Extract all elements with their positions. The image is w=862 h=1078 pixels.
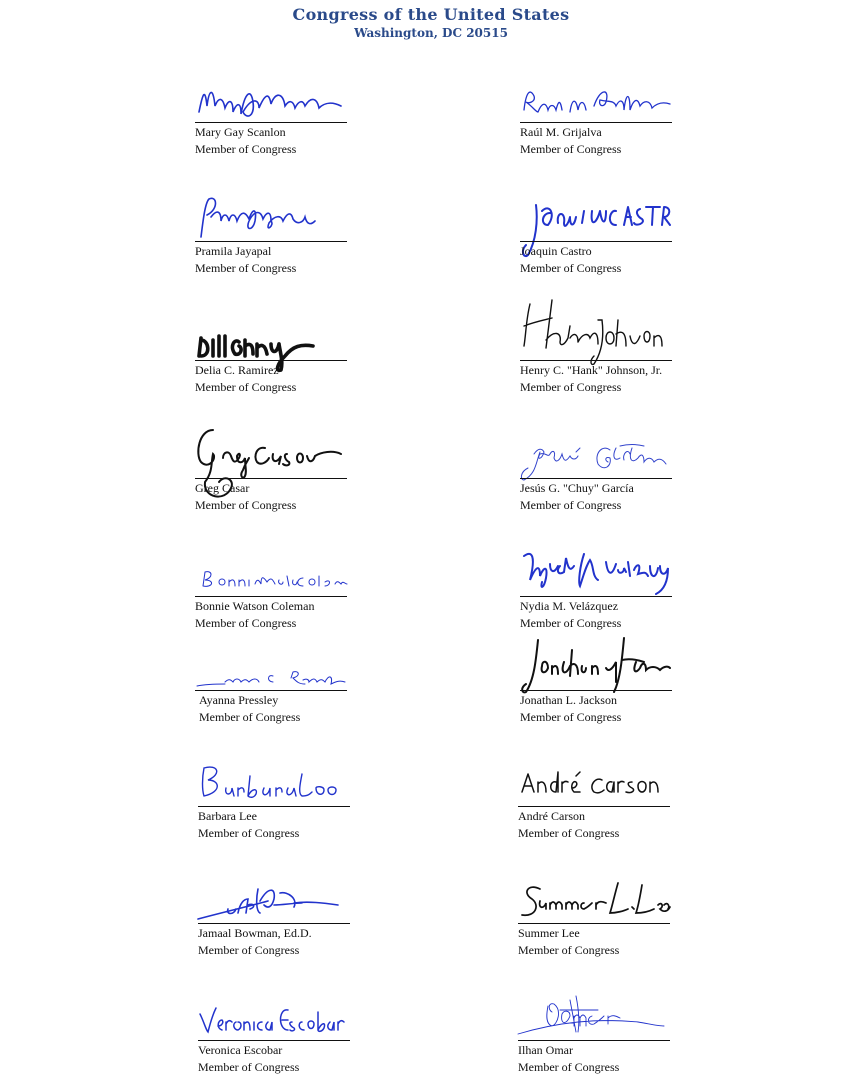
signature-line (520, 596, 672, 597)
signatory-title: Member of Congress (195, 498, 297, 512)
handwritten-signature (195, 630, 347, 690)
signatory-name: Joaquin Castro (520, 244, 592, 258)
signatory-name: Greg Casar (195, 481, 250, 495)
signature-line (198, 1040, 350, 1041)
signature-line (195, 596, 347, 597)
signatory-name: Veronica Escobar (198, 1043, 283, 1057)
signatory-title: Member of Congress (195, 142, 297, 156)
handwritten-signature (520, 630, 672, 690)
signatory-title: Member of Congress (518, 943, 620, 957)
signature-line (198, 806, 350, 807)
handwritten-signature (520, 62, 672, 122)
signatory-title: Member of Congress (520, 710, 622, 724)
signatory-title: Member of Congress (518, 826, 620, 840)
signature-line (520, 241, 672, 242)
signature-line (520, 122, 672, 123)
signatory-name: Summer Lee (518, 926, 580, 940)
handwritten-signature (520, 418, 672, 478)
signatory-name: Barbara Lee (198, 809, 257, 823)
handwritten-signature (195, 62, 347, 122)
signatory-name: Jesús G. "Chuy" García (520, 481, 634, 495)
letterhead (0, 4, 862, 40)
signatory-name: Pramila Jayapal (195, 244, 272, 258)
signatory-name: Henry C. "Hank" Johnson, Jr. (520, 363, 663, 377)
handwritten-signature (520, 181, 672, 241)
signature-line (195, 360, 347, 361)
signatory-title: Member of Congress (518, 1060, 620, 1074)
letterhead-address: Washington, DC 20515 (354, 26, 508, 40)
signatory-title: Member of Congress (520, 616, 622, 630)
handwritten-signature (518, 980, 670, 1040)
signature-line (518, 806, 670, 807)
signature-line (195, 241, 347, 242)
signatory-title: Member of Congress (520, 498, 622, 512)
handwritten-signature (198, 980, 350, 1040)
signature-line (195, 690, 347, 691)
handwritten-signature (198, 863, 350, 923)
signatory-name: Raúl M. Grijalva (520, 125, 602, 139)
signatory-name: Delia C. Ramirez (195, 363, 279, 377)
handwritten-signature (520, 300, 672, 360)
signatory-name: Jonathan L. Jackson (520, 693, 617, 707)
signatory-title: Member of Congress (198, 1060, 300, 1074)
signature-line (520, 360, 672, 361)
signatory-title: Member of Congress (195, 616, 297, 630)
signatory-title: Member of Congress (198, 943, 300, 957)
signature-line (520, 478, 672, 479)
signature-line (518, 923, 670, 924)
signatory-title: Member of Congress (198, 826, 300, 840)
signatory-title: Member of Congress (520, 142, 622, 156)
signatory-name: Mary Gay Scanlon (195, 125, 286, 139)
signatory-name: Ayanna Pressley (199, 693, 279, 707)
signature-line (195, 122, 347, 123)
handwritten-signature (518, 863, 670, 923)
signatory-title: Member of Congress (195, 380, 297, 394)
signatory-name: Bonnie Watson Coleman (195, 599, 315, 613)
signature-line (198, 923, 350, 924)
signatory-title: Member of Congress (520, 261, 622, 275)
signatory-name: Nydia M. Velázquez (520, 599, 619, 613)
signatory-title: Member of Congress (520, 380, 622, 394)
signatory-title: Member of Congress (199, 710, 301, 724)
handwritten-signature (195, 181, 347, 241)
handwritten-signature (520, 536, 672, 596)
letterhead-title: Congress of the United States (292, 5, 570, 24)
handwritten-signature (195, 536, 347, 596)
signature-line (518, 1040, 670, 1041)
handwritten-signature (198, 746, 350, 806)
signature-line (195, 478, 347, 479)
signatory-name: Jamaal Bowman, Ed.D. (198, 926, 312, 940)
signatory-name: André Carson (518, 809, 585, 823)
handwritten-signature (195, 300, 347, 360)
signature-line (520, 690, 672, 691)
handwritten-signature (518, 746, 670, 806)
handwritten-signature (195, 418, 347, 478)
signatory-title: Member of Congress (195, 261, 297, 275)
signatory-name: Ilhan Omar (518, 1043, 573, 1057)
